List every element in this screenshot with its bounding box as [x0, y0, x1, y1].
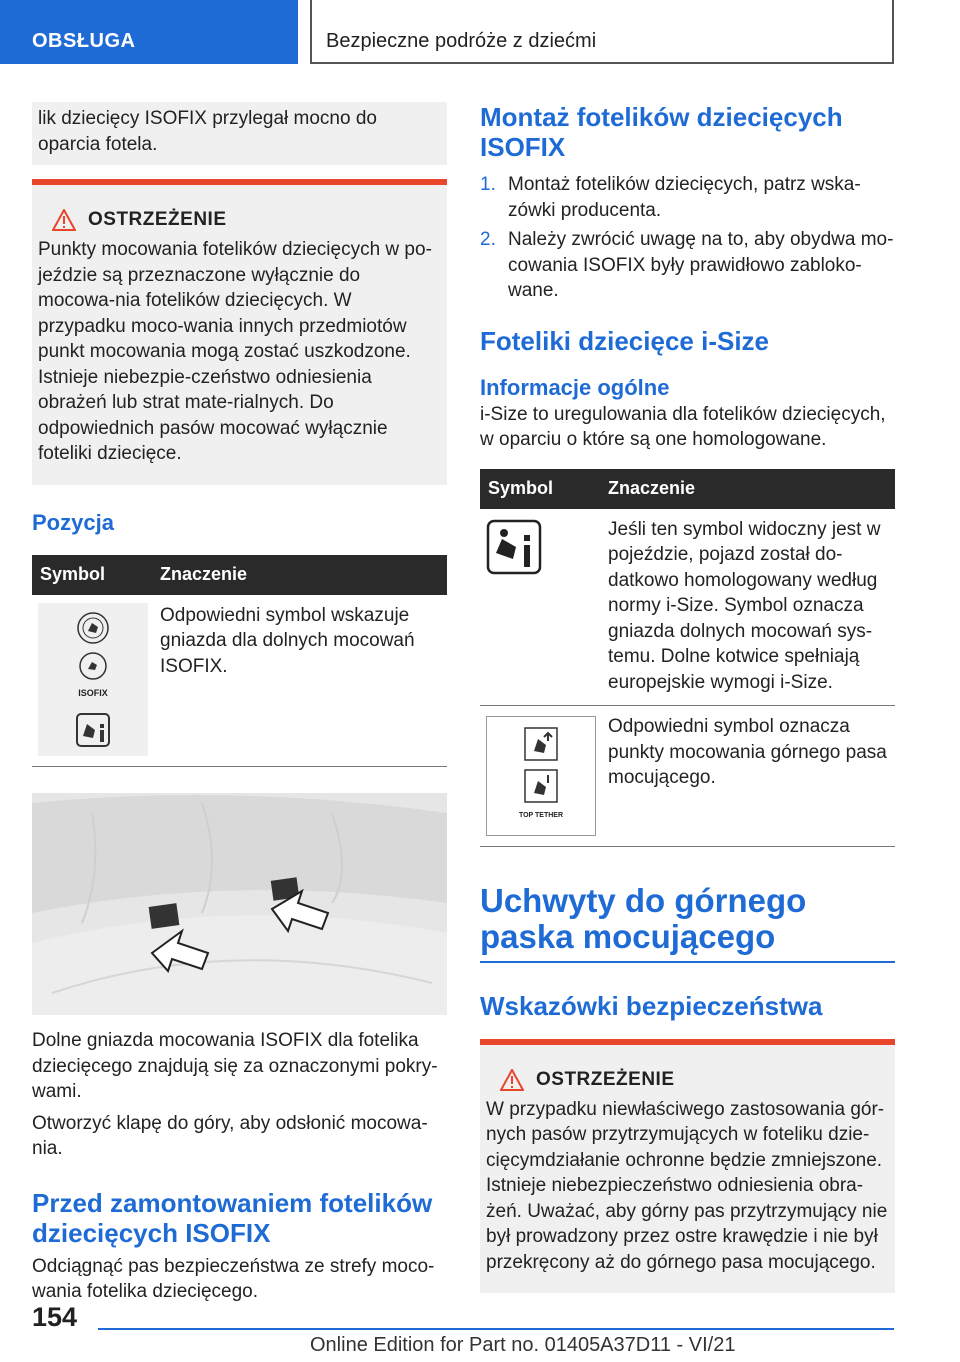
- top-tether-icon: [524, 727, 558, 761]
- before-install-text: Odciągnąć pas bezpieczeństwa ze strefy moco-wania fotelika dziecięcego.: [32, 1255, 435, 1302]
- photo-caption-2: Otworzyć klapę do góry, aby odsłonić mocowa-nia.: [32, 1112, 428, 1159]
- warning-text: Punkty mocowania fotelików dziecięcych w po-jeździe są przeznaczone wyłącznie do mocowa-nia fotelików dziecięcych. W przypadku moco-wania innych przedmiotów punkt mocowania mogą zostać uszkodzone. Istnieje niebezpie-czeństwo odniesienia obrażeń lub strat mate-rialnych. Do odpowiednich pasów mocować wyłącznie foteliki dziecięce.: [38, 239, 432, 464]
- col-symbol: Symbol: [32, 555, 152, 595]
- table-row: [480, 509, 895, 706]
- top-tether-symbols: [486, 716, 596, 836]
- warning-triangle-icon: [500, 1069, 524, 1091]
- isofix-label-icon: [78, 651, 108, 681]
- isize-heading: Foteliki dziecięce i-Size: [480, 325, 769, 356]
- warning-title: OSTRZEŻENIE: [536, 1068, 675, 1090]
- footer-divider: [98, 1328, 894, 1330]
- isize-seat-icon: [75, 712, 111, 748]
- warning-text: W przypadku niewłaściwego zastosowania gór-nych pasów przytrzymujących w foteliku dzie-cięcymdziałanie ochronne będzie zmniejszone. Istnieje niebezpieczeństwo odniesienia obra-żeń. Uważać, aby górny pas przytrzymujący nie był prowadzony przez ostre krawędzie i nie był przekręcony aż do górnego pasa mocującego.: [486, 1098, 888, 1273]
- top-tether-meaning: Odpowiedni symbol oznacza punkty mocowania górnego pasa mocującego.: [608, 716, 887, 788]
- general-info-heading: Informacje ogólne: [480, 374, 670, 400]
- isofix-label: ISOFIX: [78, 687, 108, 698]
- warning-box-2: [480, 1039, 895, 1294]
- top-tether-label: TOP TETHER: [518, 812, 564, 819]
- col-meaning: Znaczenie: [600, 469, 895, 509]
- mount-heading: Montaż fotelików dziecięcych ISOFIX: [480, 102, 843, 162]
- mount-steps: [480, 172, 895, 304]
- isofix-meaning: Odpowiedni symbol wskazuje gniazda dla dolnych mocowań ISOFIX.: [160, 604, 415, 677]
- chapter-title: Bezpieczne podróże z dziećmi: [326, 30, 597, 52]
- col-meaning: Znaczenie: [152, 555, 447, 595]
- isofix-symbol-table: [32, 555, 447, 768]
- top-tether-label-icon: [524, 769, 558, 803]
- isofix-anchor-photo: [32, 793, 447, 1015]
- general-info-text: i-Size to uregulowania dla fotelików dziecięcych, w oparciu o które są one homologowane.: [480, 403, 886, 450]
- warning-title: OSTRZEŻENIE: [88, 209, 227, 230]
- chapter-header: [312, 0, 894, 64]
- list-item: 2. Należy zwrócić uwagę na to, aby obydwa mo-cowania ISOFIX były prawidłowo zabloko-wane.: [480, 229, 894, 301]
- isize-seat-icon: [486, 519, 542, 575]
- col-symbol: Symbol: [480, 469, 600, 509]
- isofix-child-seat-icon: [76, 611, 110, 645]
- warning-triangle-icon: [52, 209, 76, 231]
- pozycja-heading: Pozycja: [32, 509, 114, 535]
- section-label: OBSŁUGA: [32, 30, 136, 52]
- table-row: [480, 706, 895, 847]
- section-tab: [0, 0, 298, 64]
- table-row: [32, 595, 447, 767]
- tether-heading: Uchwyty do górnego paska mocującego: [480, 881, 807, 955]
- isize-meaning: Jeśli ten symbol widoczny jest w pojeździe, pojazd został do-datkowo homologowany według normy i-Size. Symbol oznacza gniazda dolnych mocowań sys-temu. Dolne kotwice spełniają europejskie wymogi i-Size.: [608, 518, 881, 693]
- isofix-symbols: [38, 603, 148, 757]
- continued-text: lik dziecięcy ISOFIX przylegał mocno do oparcia fotela.: [38, 108, 377, 155]
- right-column: [480, 102, 895, 1293]
- before-install-heading: Przed zamontowaniem fotelików dziecięcych ISOFIX: [32, 1187, 433, 1248]
- left-column: [32, 102, 447, 1305]
- page-number: 154: [32, 1302, 78, 1332]
- edition-text: Online Edition for Part no. 01405A37D11 - VI/21: [310, 1334, 736, 1356]
- isize-symbol-table: [480, 469, 895, 847]
- photo-caption: Dolne gniazda mocowania ISOFIX dla fotelika dziecięcego znajdują się za oznaczonymi pokry-wami.: [32, 1030, 438, 1102]
- warning-box-1: [32, 179, 447, 485]
- safety-heading: Wskazówki bezpieczeństwa: [480, 990, 823, 1021]
- list-item: 1. Montaż fotelików dziecięcych, patrz wska-zówki producenta.: [480, 174, 861, 221]
- continued-note: [32, 102, 447, 165]
